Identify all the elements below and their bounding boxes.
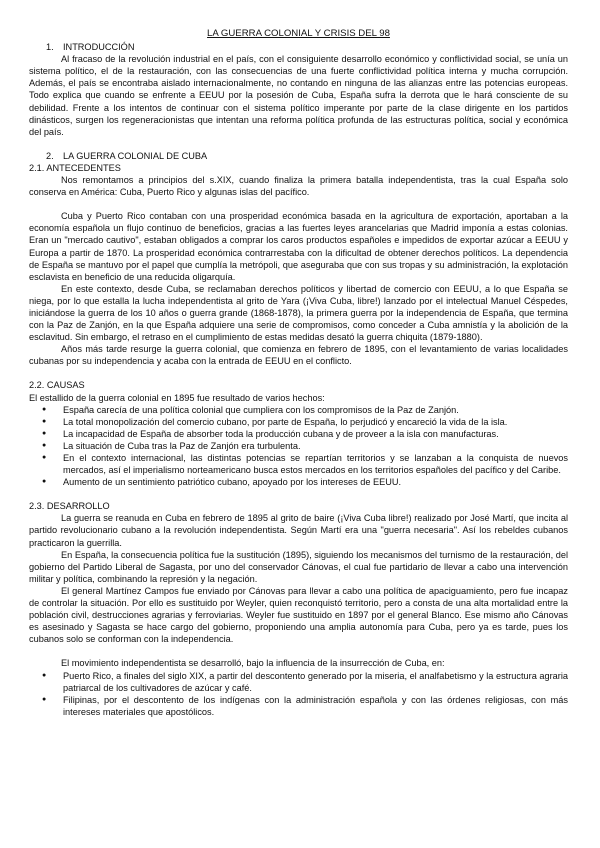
list-item: ● Puerto Rico, a finales del siglo XIX, a partir del descontento generado por la miseria, el analfabetismo y la estructura agraria patriarcal de los cultivadores de azúcar y café. — [63, 670, 568, 694]
antecedentes-paragraph-2: Cuba y Puerto Rico contaban con una prosperidad económica basada en la agricultura de exportación, aportaban a la economía española un flujo continuo de beneficios, gracias a las fuertes leyes arancelarias que Madrid imponía a estas colonias. Eran un "mercado cautivo", estaban obligados a comprar los caros productos españoles e impedidos de exportar azúcar a EEUU y Europa a partir de 1870. La prosperidad económica contrarrestaba con la dificultad de obtener derechos políticos. La dependencia de España se mantuvo por el papel que cumplía la metrópoli, que aseguraba que con sus tropas y su administración, la explotación esclavista en beneficio de una reducida oligarquía. — [29, 211, 568, 282]
subsection-desarrollo: 2.3. DESARROLLO — [29, 501, 110, 512]
causas-list — [29, 404, 568, 489]
desarrollo-list — [29, 670, 568, 718]
desarrollo-paragraph-1: La guerra se reanuda en Cuba en febrero de 1895 al grito de baire (¡Viva Cuba libre!) realizado por José Martí, que incita al partido revolucionario cubano a la revolución independentista. Según Martí era una "guerra necesaria". Así los rebeldes cubanos practicaron la guerrilla. — [29, 513, 568, 548]
list-item: ● La incapacidad de España de absorber toda la producción cubana y de proveer a la isla con manufacturas. — [63, 428, 568, 440]
section-1-title: INTRODUCCIÓN — [63, 42, 135, 53]
desarrollo-paragraph-3: El general Martínez Campos fue enviado por Cánovas para llevar a cabo una política de apaciguamiento, pero fue incapaz de controlar la situación. Por ello es sustituido por Weyler, quien reconquistó territorio, pero a consta de una alta mortalidad entre la población civil, destrucciones agrarias y ferroviarias. Weyler fue sustituido en 1897 por el general Blanco. Ese mismo año Cánovas es asesinado y Sagasta se hace cargo del gobierno, proponiendo una amplia autonomía para Cuba, pero ya es tarde, pues los cubanos solo se conforman con la independencia. — [29, 585, 568, 645]
causas-intro: El estallido de la guerra colonial en 1895 fue resultado de varios hechos: — [29, 392, 325, 403]
section-2-number: 2. — [46, 150, 54, 161]
list-item: ● Aumento de un sentimiento patriótico cubano, apoyado por los intereses de EEUU. — [63, 476, 568, 488]
antecedentes-paragraph-1: Nos remontamos a principios del s.XIX, cuando finaliza la primera batalla independentista, tras la cual España solo conserva en América: Cuba, Puerto Rico y algunas islas del pacífico. — [29, 175, 568, 198]
list-item: ● La situación de Cuba tras la Paz de Zanjón era turbulenta. — [63, 440, 568, 452]
list-item: ● Filipinas, por el descontento de los indígenas con la administración española y con las órdenes religiosas, con más intereses materiales que apostólicos. — [63, 694, 568, 718]
section-2-title: LA GUERRA COLONIAL DE CUBA — [63, 150, 208, 161]
list-item: ● En el contexto internacional, las distintas potencias se repartían territorios y se lanzaban a la conquista de nuevos mercados, así el imperialismo norteamericano busca estos mercados en los territorios españoles del pacífico y del Caribe. — [63, 452, 568, 476]
document-title: LA GUERRA COLONIAL Y CRISIS DEL 98 — [207, 28, 390, 39]
desarrollo-paragraph-4: El movimiento independentista se desarrolló, bajo la influencia de la insurrección de Cuba, en: — [61, 658, 445, 669]
antecedentes-paragraph-3: En este contexto, desde Cuba, se reclamaban derechos políticos y libertad de comercio con EEUU, a lo que España se niega, por lo que estalla la lucha independentista al grito de Yara (¡Viva Cuba, libre!) lanzado por el intelectual Manuel Céspedes, iniciándose la guerra de los 10 años o guerra grande (1868-1878), la primera guerra por la independencia de España, que termina con la Paz de Zanjón, en la que España adquiere una serie de compromisos, como conceder a Cuba amnistía y la abolición de la esclavitud. Sin embargo, el retraso en el cumplimiento de estas medidas desató la guerra chiquita (1879-1880). — [29, 283, 568, 343]
list-item: ● España carecía de una política colonial que cumpliera con los compromisos de la Paz de Zanjón. — [63, 404, 568, 416]
list-item: ● La total monopolización del comercio cubano, por parte de España, lo perjudicó y encareció la vida de la isla. — [63, 416, 568, 428]
desarrollo-paragraph-2: En España, la consecuencia política fue la sustitución (1895), siguiendo los mecanismos del turnismo de la restauración, del gobierno del Partido Liberal de Sagasta, por uno del conservador Cánovas, el cual fue partidario de llevar a cabo una intervención militar y política, combinando la represión y la negación. — [29, 549, 568, 584]
antecedentes-paragraph-4: Años más tarde resurge la guerra colonial, que comienza en febrero de 1895, con el levantamiento de varias localidades cubanas por su independencia y acaba con la entrada de EEUU en el conflicto. — [29, 344, 568, 367]
section-1-heading — [46, 41, 568, 53]
subsection-antecedentes: 2.1. ANTECEDENTES — [29, 162, 121, 173]
section-2-heading — [46, 150, 568, 162]
section-1-number: 1. — [46, 42, 54, 53]
intro-paragraph: Al fracaso de la revolución industrial en el país, con el consiguiente desarrollo económico y conflictividad social, se unía un sistema político, el de la restauración, con las consecuencias de una fuerte conflictividad política interna y mucha corrupción. Además, el país se encontraba aislado internacionalmente, no contando en ninguna de las alianzas entre las potencias europeas. Todo explica que cuando se enfrente a EEUU por la posesión de Cuba, España sufra la derrota que le hará consciente de su debilidad. Frente a los intentos de continuar con el sistema político imperante por parte de la clase dirigente en los partidos dinásticos, surgen los regeneracionistas que intentan una reforma política profunda de las estructuras política, social y económica del país. — [29, 54, 568, 137]
subsection-causas: 2.2. CAUSAS — [29, 380, 85, 391]
